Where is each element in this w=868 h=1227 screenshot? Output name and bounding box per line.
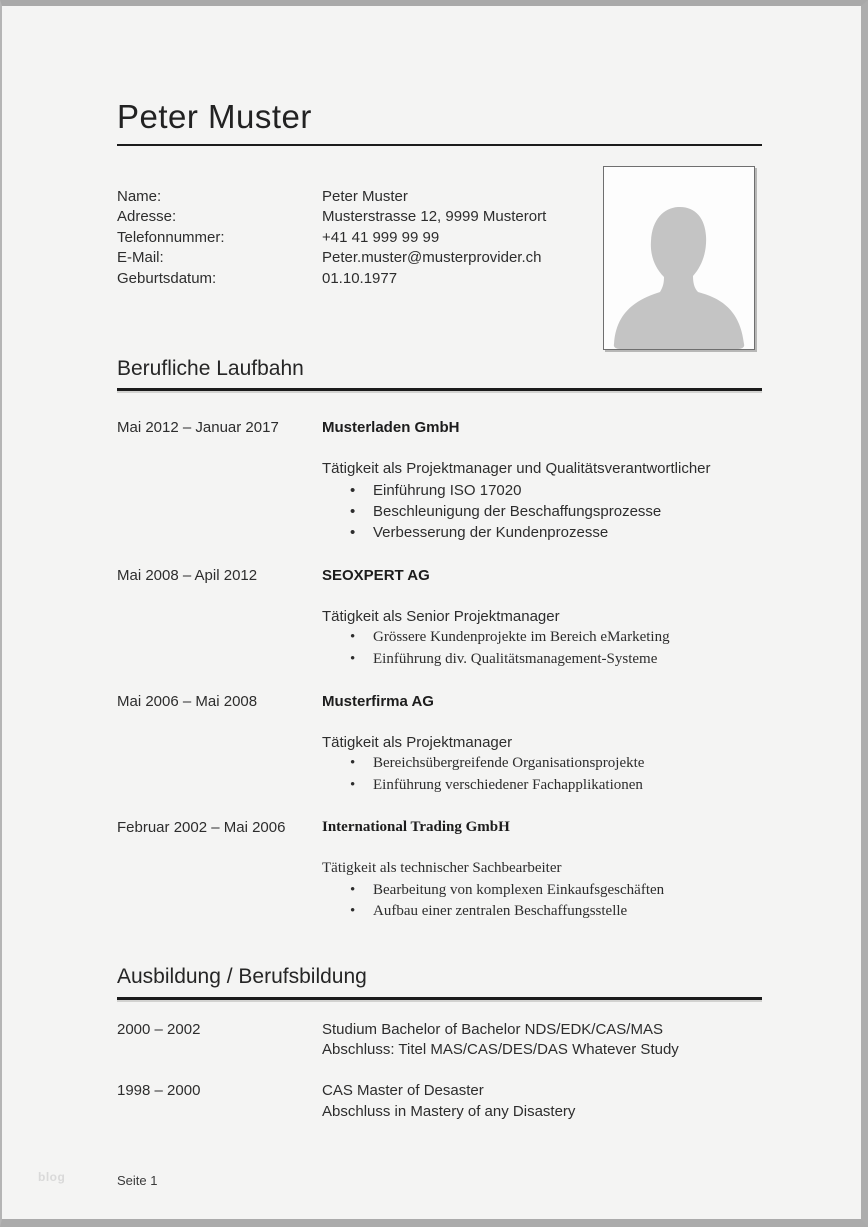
bullet-icon: • — [350, 502, 356, 520]
section-heading: Berufliche Laufbahn — [117, 356, 304, 380]
education-line: Studium Bachelor of Bachelor NDS/EDK/CAS/MAS — [322, 1020, 663, 1038]
bullet-text: Aufbau einer zentralen Beschaffungsstelle — [373, 903, 628, 919]
info-value: 01.10.1977 — [322, 269, 398, 287]
bullet-text: Einführung div. Qualitätsmanagement-Systeme — [373, 650, 658, 667]
bullet-text: Grössere Kundenprojekte im Bereich eMarketing — [373, 629, 670, 646]
bullet-item — [322, 901, 762, 922]
entry-body — [322, 606, 762, 670]
bullet-text: Verbesserung der Kundenprozesse — [373, 524, 609, 542]
person-silhouette-icon — [604, 191, 754, 350]
education-text — [322, 1020, 679, 1062]
bullet-item — [322, 775, 762, 796]
bullet-item — [322, 627, 762, 648]
education-entry — [117, 1020, 762, 1062]
bullet-text: Bearbeitung von komplexen Einkaufsgeschäften — [373, 881, 665, 898]
entry-role: Tätigkeit als Projektmanager — [322, 733, 513, 751]
entry-head — [117, 565, 762, 586]
bullet-icon: • — [350, 629, 356, 646]
info-row-birthdate — [117, 269, 603, 290]
info-value: Musterstrasse 12, 9999 Musterort — [322, 208, 547, 226]
bullet-icon: • — [350, 524, 356, 542]
info-label: E-Mail: — [117, 249, 164, 267]
entry-period: Februar 2002 – Mai 2006 — [117, 819, 286, 837]
cv-content — [117, 6, 762, 1188]
entry-company: Musterladen GmbH — [322, 419, 460, 437]
entry-period: 2000 – 2002 — [117, 1020, 201, 1038]
bullet-icon: • — [350, 903, 356, 919]
section-education — [117, 964, 762, 1122]
entry-head — [117, 691, 762, 712]
bullet-icon: • — [350, 881, 356, 898]
section-heading: Ausbildung / Berufsbildung — [117, 965, 367, 989]
bullet-item — [322, 522, 762, 543]
entry-role: Tätigkeit als Senior Projektmanager — [322, 607, 560, 625]
section-rule — [117, 388, 762, 391]
career-entry — [117, 417, 762, 544]
bullet-text: Bereichsübergreifende Organisationsprojekte — [373, 755, 645, 772]
career-entry — [117, 691, 762, 796]
bullet-item — [322, 480, 762, 501]
page-number: Seite 1 — [117, 1172, 158, 1188]
entry-body — [322, 858, 762, 922]
entry-head — [117, 817, 762, 838]
personal-info-section — [117, 146, 762, 350]
bullet-icon: • — [350, 481, 356, 499]
career-entry — [117, 817, 762, 922]
education-line: Abschluss: Titel MAS/CAS/DES/DAS Whatever Study — [322, 1041, 679, 1059]
career-entry — [117, 565, 762, 670]
info-row-email — [117, 248, 603, 269]
education-text — [322, 1081, 575, 1123]
info-value: +41 41 999 99 99 — [322, 228, 440, 246]
entry-period: Mai 2008 – Apil 2012 — [117, 566, 258, 584]
bullet-icon: • — [350, 776, 356, 793]
photo-placeholder — [603, 166, 755, 350]
entry-company: International Trading GmbH — [322, 819, 510, 836]
info-label: Geburtsdatum: — [117, 269, 217, 287]
info-value: Peter.muster@musterprovider.ch — [322, 249, 542, 267]
watermark-text: blog — [38, 1170, 66, 1184]
bullet-icon: • — [350, 650, 356, 667]
bullet-item — [322, 880, 762, 901]
education-line: Abschluss in Mastery of any Disastery — [322, 1102, 576, 1120]
entry-period: Mai 2012 – Januar 2017 — [117, 419, 279, 437]
info-value: Peter Muster — [322, 187, 408, 205]
entry-period: Mai 2006 – Mai 2008 — [117, 692, 258, 710]
entry-body — [322, 732, 762, 796]
career-entries — [117, 417, 762, 922]
entry-company: SEOXPERT AG — [322, 566, 430, 584]
bullet-item — [322, 753, 762, 774]
bullet-text: Beschleunigung der Beschaffungsprozesse — [373, 502, 662, 520]
info-row-phone — [117, 228, 603, 249]
bullet-text: Einführung ISO 17020 — [373, 481, 522, 499]
personal-info-table — [117, 187, 603, 290]
education-entries — [117, 1020, 762, 1123]
education-entry — [117, 1081, 762, 1123]
section-career — [117, 356, 762, 922]
entry-head — [117, 417, 762, 438]
page-title: Peter Muster — [117, 98, 312, 135]
bullet-icon: • — [350, 755, 356, 772]
entry-body — [322, 458, 762, 544]
bullet-item — [322, 649, 762, 670]
education-line: CAS Master of Desaster — [322, 1082, 484, 1100]
entry-period: 1998 – 2000 — [117, 1082, 201, 1100]
info-row-address — [117, 207, 603, 228]
entry-company: Musterfirma AG — [322, 692, 434, 710]
entry-role: Tätigkeit als technischer Sachbearbeiter — [322, 860, 562, 877]
entry-role: Tätigkeit als Projektmanager und Qualitätsverantwortlicher — [322, 460, 711, 478]
bullet-item — [322, 501, 762, 522]
info-label: Telefonnummer: — [117, 228, 225, 246]
section-rule — [117, 997, 762, 1000]
info-label: Adresse: — [117, 208, 177, 226]
bullet-text: Einführung verschiedener Fachapplikationen — [373, 776, 643, 793]
info-label: Name: — [117, 187, 162, 205]
info-row-name — [117, 187, 603, 208]
